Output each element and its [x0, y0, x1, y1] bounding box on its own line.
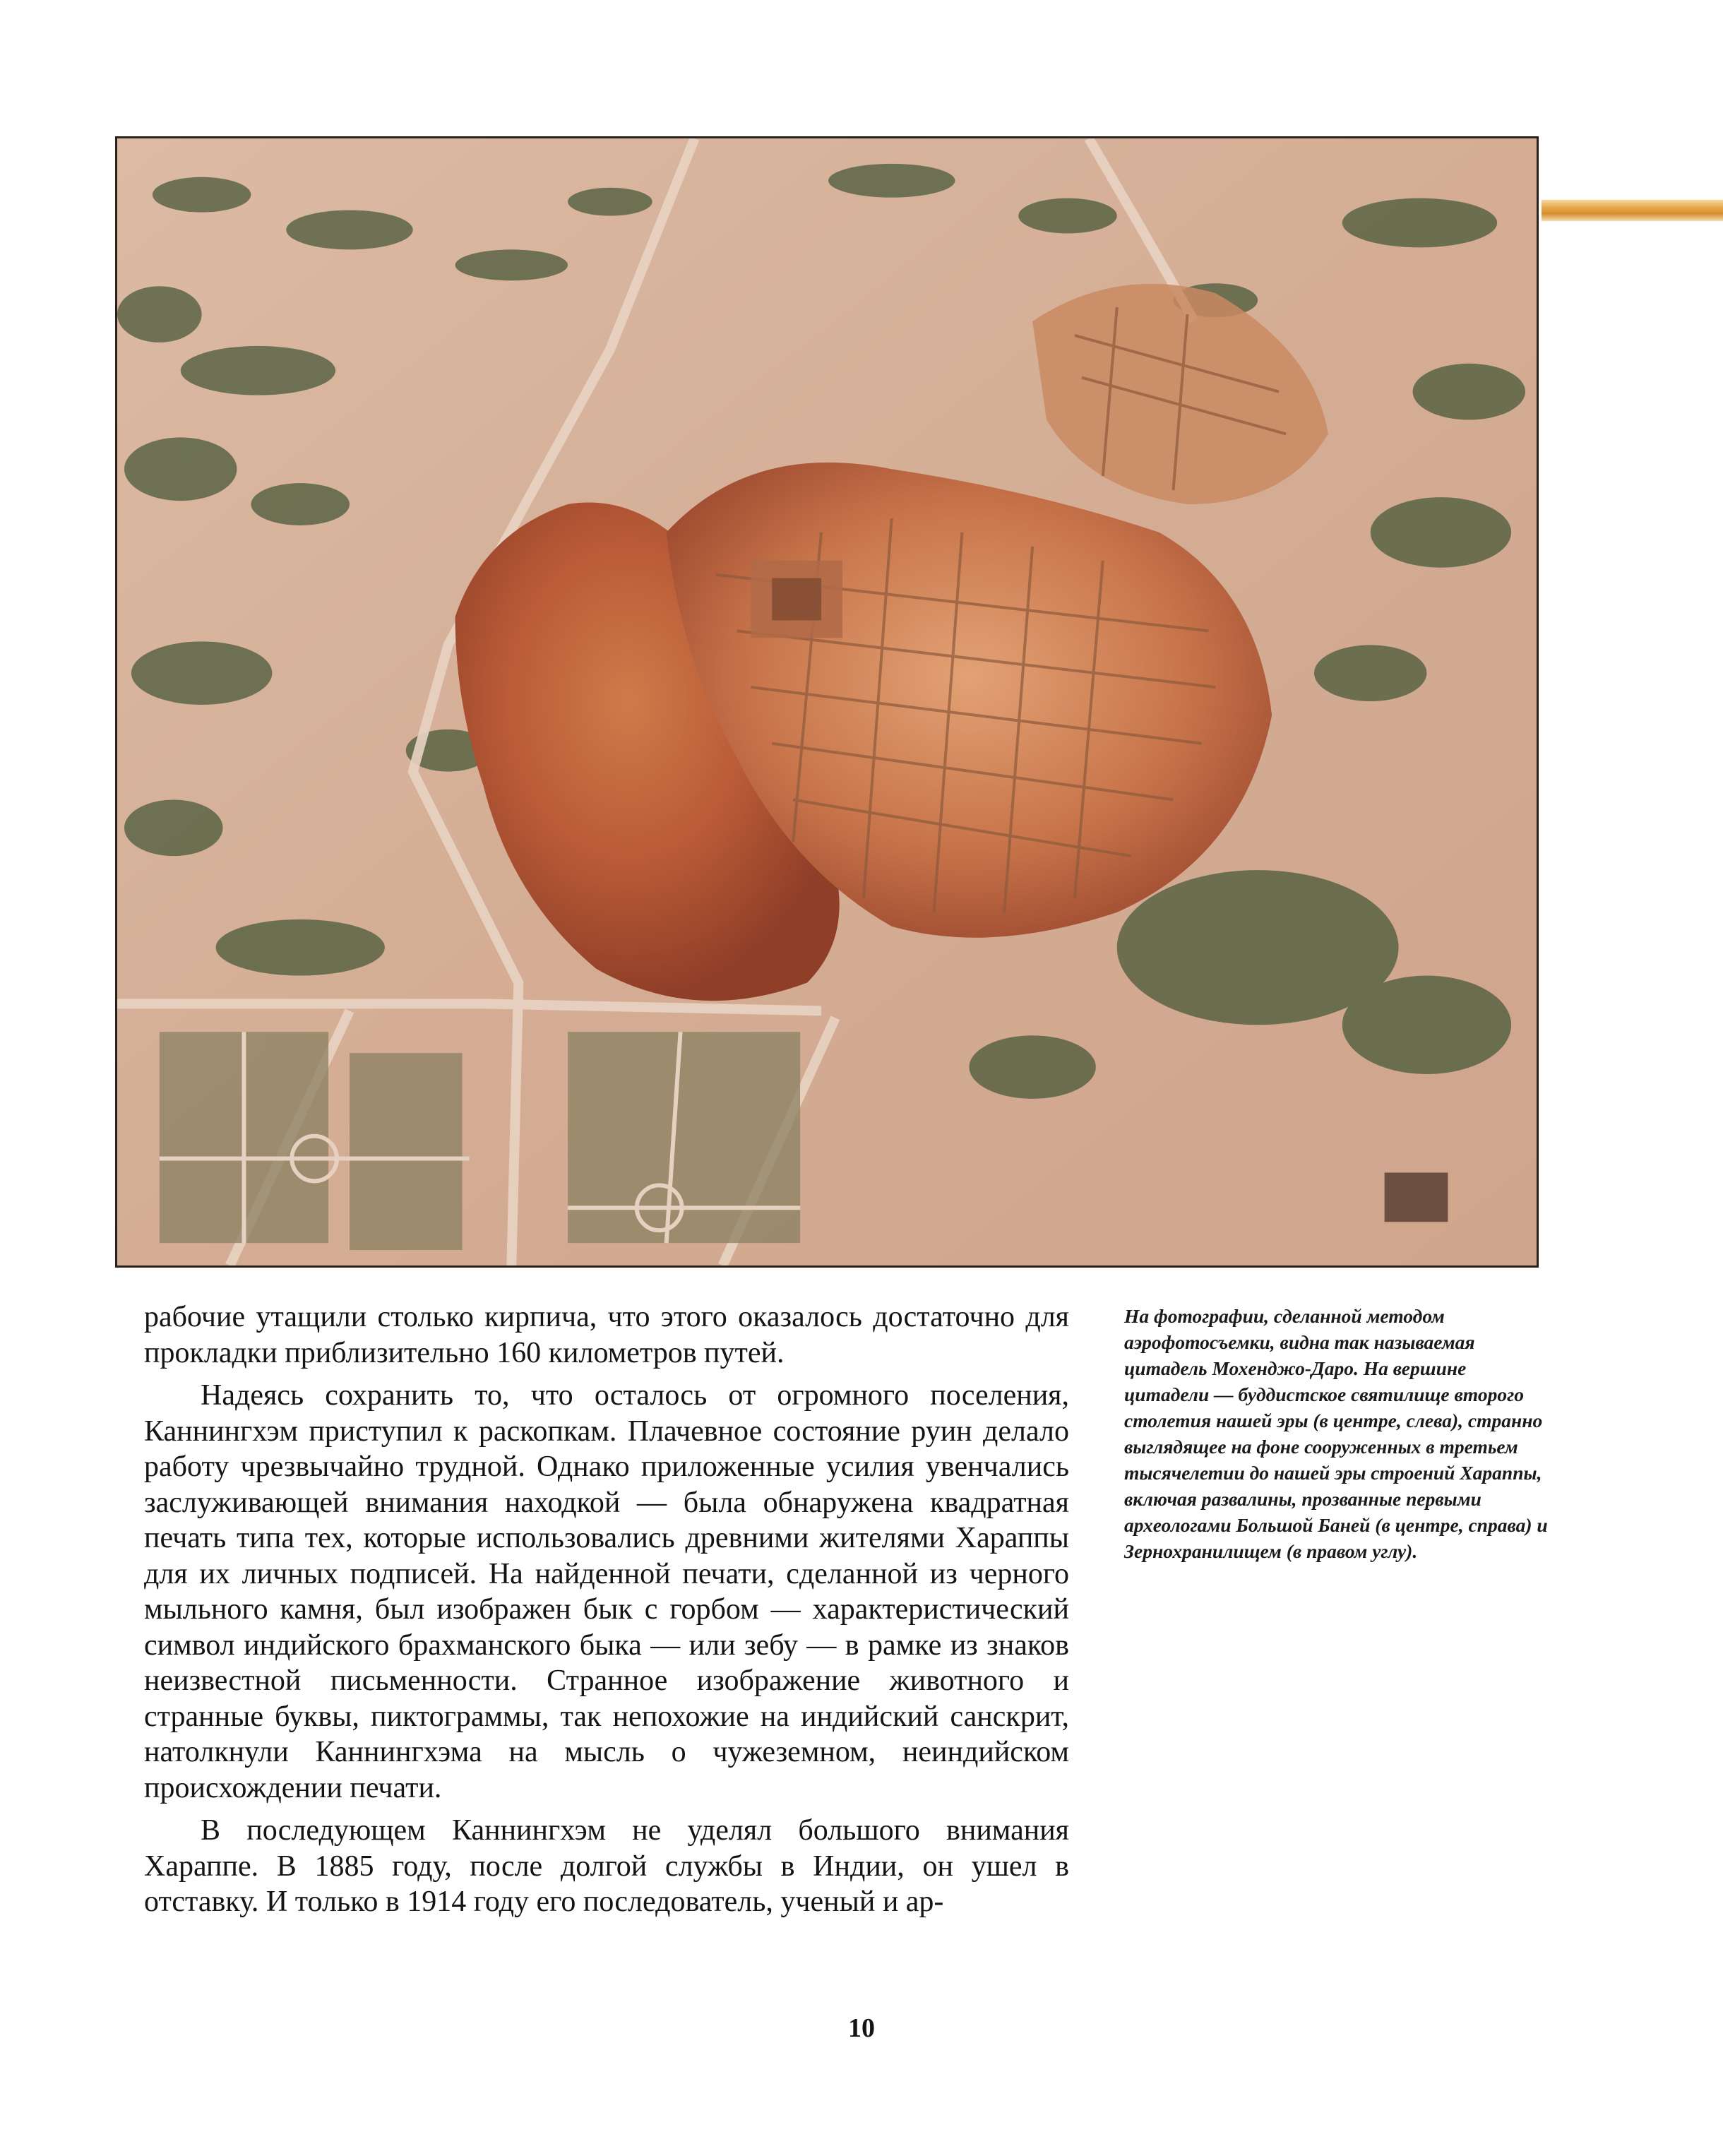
body-paragraph: рабочие утащили столько кирпича, что этого оказалось достаточно для прокладки приблизительно 160 километров путей. [144, 1301, 1069, 1369]
body-paragraph: В последующем Каннингхэм не уделял большого внимания Хараппе. В 1885 году, после долгой службы в Индии, он ушел в отставку. И только в 1914 году его последователь, ученый и ар- [144, 1814, 1069, 1918]
aerial-photo [115, 136, 1539, 1268]
photo-caption: На фотографии, сделанной методом аэрофотосъемки, видна так называемая цитадель Мохенджо-Даро. На вершине цитадели — буддистское святилище второго столетия нашей эры (в центре, слева), странно выглядящее на фоне сооруженных в третьем тысячелетии до нашей эры строений Хараппы, включая развалины, прозванные первыми археологами Большой Баней (в центре, справа) и Зернохранилищем (в правом углу). [1124, 1305, 1548, 1562]
page-number: 10 [848, 2013, 875, 2043]
accent-bar [1542, 200, 1723, 221]
body-text [144, 1299, 1069, 1920]
aerial-photo-illustration [117, 138, 1537, 1265]
body-paragraph: Надеясь сохранить то, что осталось от огромного поселения, Каннингхэм приступил к раскопкам. Плачевное состояние руин делало работу чрезвычайно трудной. Однако приложенные усилия увенчались заслуживающей внимания находкой — была обнаружена квадратная печать типа тех, которые использовались древними жителями Хараппы для их личных подписей. На найденной печати, сделанной из черного мыльного камня, был изображен бык с горбом — характеристический символ индийского брахманского быка — или зебу — в рамке из знаков неизвестной письменности. Странное изображение животного и странные буквы, пиктограммы, так непохожие на индийский санскрит, натолкнули Каннингхэма на мысль о чужеземном, неиндийском происхождении печати. [144, 1379, 1069, 1804]
